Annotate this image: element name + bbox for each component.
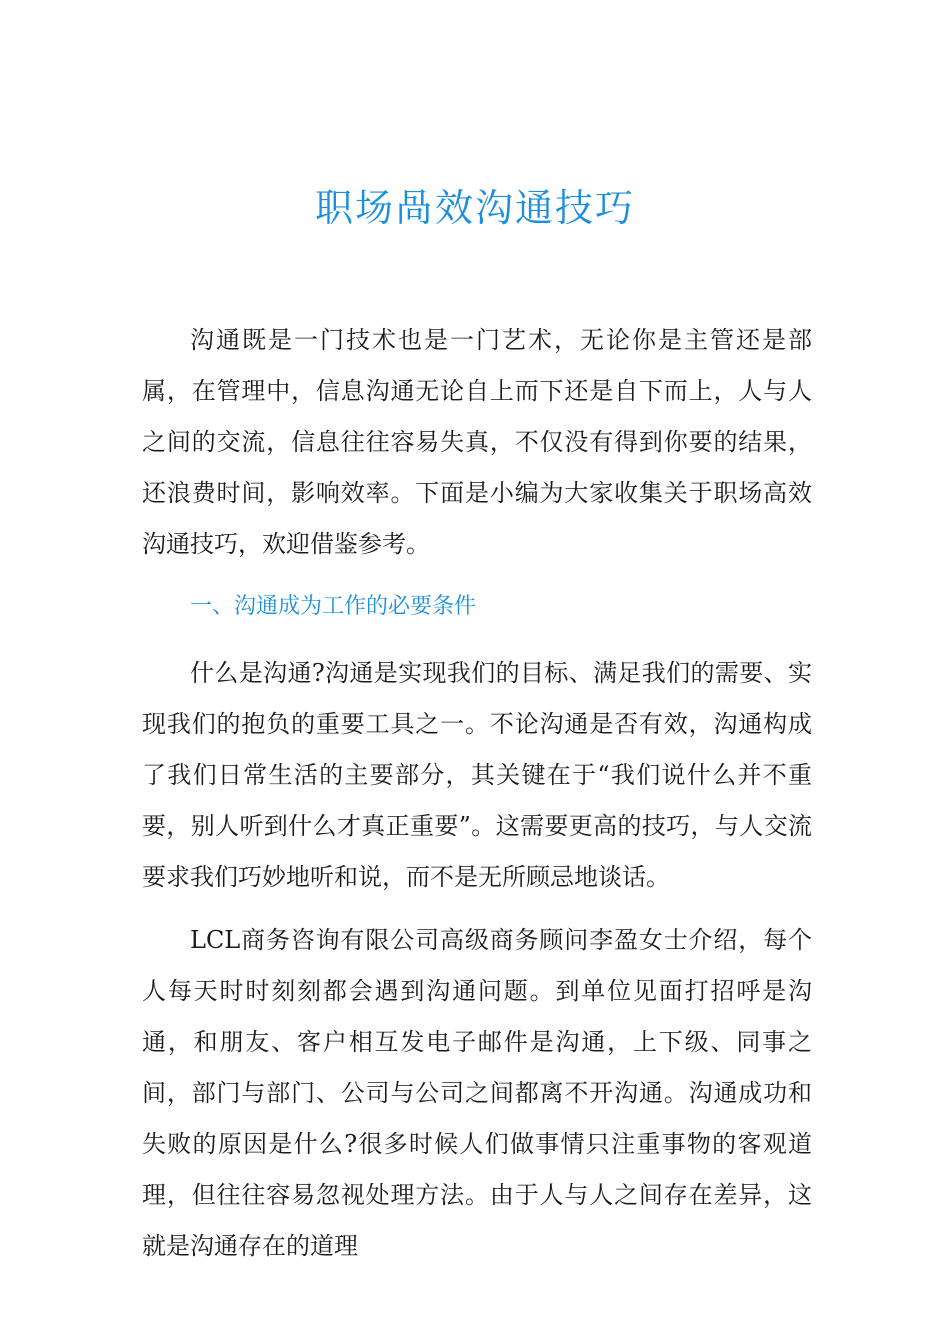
section-heading-1: 一、沟通成为工作的必要条件 — [190, 594, 477, 619]
intro-paragraph: 沟通既是一门技术也是一门艺术，无论你是主管还是部属，在管理中，信息沟通无论自上而下还是自下而上，人与人之间的交流，信息往往容易失真，不仅没有得到你要的结果，还浪费时间，影响效率。下面是小编为大家收集关于职场高效沟通技巧，欢迎借鉴参考。 — [142, 326, 812, 558]
body-paragraph-2: LCL商务咨询有限公司高级商务顾问李盈女士介绍，每个人每天时时刻刻都会遇到沟通问题。到单位见面打招呼是沟通，和朋友、客户相互发电子邮件是沟通，上下级、同事之间，部门与部门、公司与公司之间都离不开沟通。沟通成功和失败的原因是什么?很多时候人们做事情只注重事物的客观道理，但往往容易忽视处理方法。由于人与人之间存在差异，这就是沟通存在的道理 — [142, 926, 812, 1260]
page-title: 职场咼效沟通技巧 — [314, 186, 635, 230]
body-paragraph-1: 什么是沟通?沟通是实现我们的目标、满足我们的需要、实现我们的抱负的重要工具之一。不论沟通是否有效，沟通构成了我们日常生活的主要部分，其关键在于“我们说什么并不重要，别人听到什么才真正重要”。这需要更高的技巧，与人交流要求我们巧妙地听和说，而不是无所顾忌地谈话。 — [142, 659, 812, 891]
